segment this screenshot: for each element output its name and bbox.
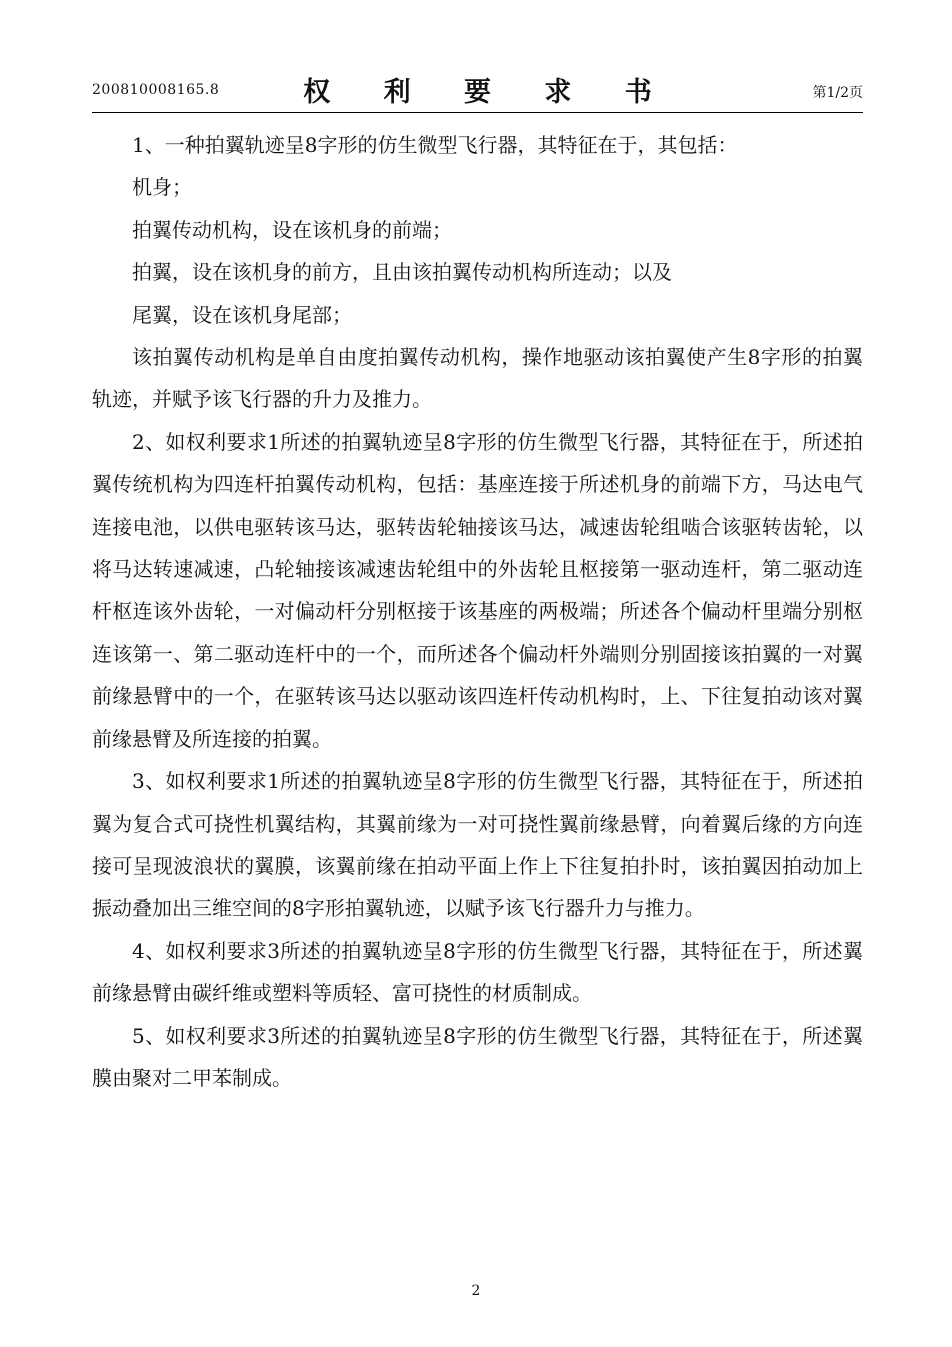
claim-1-fuselage: 机身； — [132, 175, 192, 200]
claim-1-flapping-wing: 拍翼，设在该机身的前方，且由该拍翼传动机构所连动；以及 — [132, 260, 672, 285]
claim-1-transmission: 拍翼传动机构，设在该机身的前端； — [132, 217, 452, 242]
document-title: 权 利 要 求 书 — [303, 77, 674, 108]
page-header — [92, 64, 863, 113]
claim-4: 4、如权利要求3所述的拍翼轨迹呈8字形的仿生微型飞行器，其特征在于，所述翼前缘悬臂由碳纤维或塑料等质轻、富可挠性的材质制成。 — [92, 938, 863, 1006]
claims-body — [92, 124, 863, 1099]
page-number: 2 — [471, 1283, 481, 1299]
application-number: 200810008165.8 — [92, 82, 220, 98]
claim-5: 5、如权利要求3所述的拍翼轨迹呈8字形的仿生微型飞行器，其特征在于，所述翼膜由聚对二甲苯制成。 — [92, 1023, 863, 1090]
claim-3: 3、如权利要求1所述的拍翼轨迹呈8字形的仿生微型飞行器，其特征在于，所述拍翼为复合式可挠性机翼结构，其翼前缘为一对可挠性翼前缘悬臂，向着翼后缘的方向连接可呈现波浪状的翼膜，该翼前缘在拍动平面上作上下往复拍扑时，该拍翼因拍动加上振动叠加出三维空间的8字形拍翼轨迹，以赋予该飞行器升力与推力。 — [92, 769, 863, 921]
claim-1-tail: 尾翼，设在该机身尾部； — [132, 302, 352, 327]
claim-2: 2、如权利要求1所述的拍翼轨迹呈8字形的仿生微型飞行器，其特征在于，所述拍翼传统机构为四连杆拍翼传动机构，包括：基座连接于所述机身的前端下方，马达电气连接电池，以供电驱转该马达，驱转齿轮轴接该马达，减速齿轮组啮合该驱转齿轮，以将马达转速减速，凸轮轴接该减速齿轮组中的外齿轮且枢接第一驱动连杆，第二驱动连杆枢连该外齿轮，一对偏动杆分别枢接于该基座的两极端；所述各个偏动杆里端分别枢连该第一、第二驱动连杆中的一个，而所述各个偏动杆外端则分别固接该拍翼的一对翼前缘悬臂中的一个，在驱转该马达以驱动该四连杆传动机构时，上、下往复拍动该对翼前缘悬臂及所连接的拍翼。 — [92, 429, 863, 751]
claim-1-mechanism: 该拍翼传动机构是单自由度拍翼传动机构，操作地驱动该拍翼使产生8字形的拍翼轨迹，并赋予该飞行器的升力及推力。 — [92, 345, 863, 412]
page-info: 第1/2页 — [812, 85, 863, 101]
claim-1-intro: 1、一种拍翼轨迹呈8字形的仿生微型飞行器，其特征在于，其包括： — [132, 133, 738, 157]
